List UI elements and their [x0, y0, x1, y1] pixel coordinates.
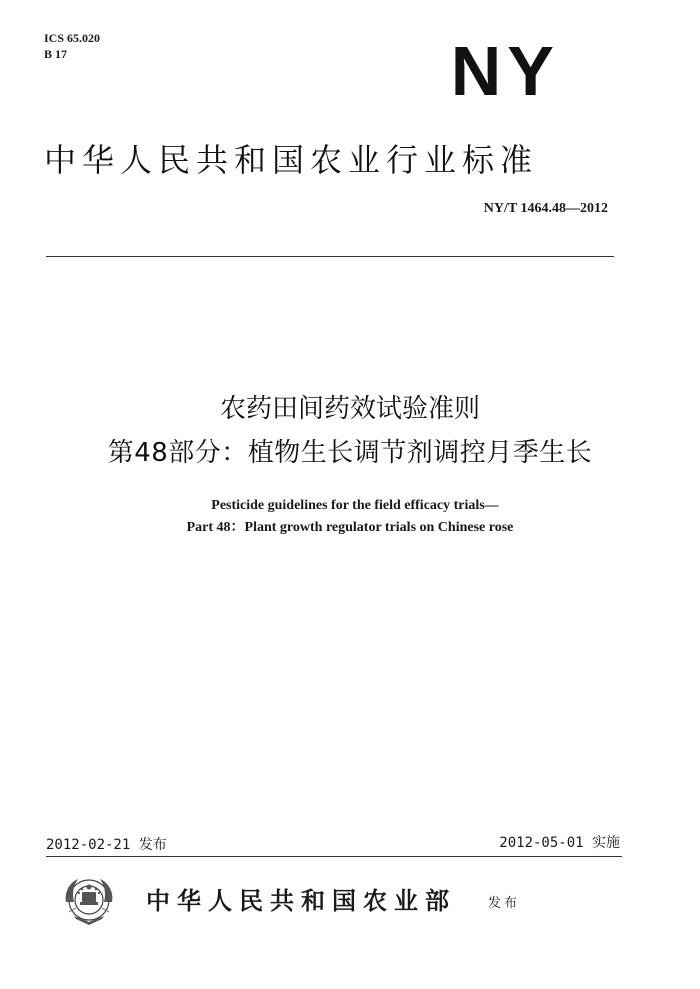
- title-en-line2: Part 48：Plant growth regulator trials on Chinese rose: [186, 520, 514, 535]
- issuing-ministry: 中华人民共和国农业部: [146, 886, 456, 915]
- standard-name: 中华人民共和国农业行业标准: [44, 141, 539, 179]
- ccs-code: B 17: [44, 47, 68, 61]
- title-cn-line2: 第48部分：植物生长调节剂调控月季生长: [107, 438, 593, 468]
- publish-label: 发布: [488, 896, 521, 911]
- title-en-line1: Pesticide guidelines for the field efficacy trials—: [211, 498, 499, 513]
- bottom-divider: [46, 856, 622, 857]
- implementation-date: 2012-05-01 实施: [499, 835, 620, 851]
- national-emblem-icon: [60, 872, 118, 928]
- title-cn-line1: 农药田间药效试验准则: [219, 394, 480, 424]
- ics-code: ICS 65.020: [44, 31, 101, 45]
- top-divider: [46, 256, 614, 257]
- classification-codes: [44, 30, 100, 62]
- standard-code: NY/T 1464.48—2012: [483, 201, 608, 216]
- ny-logo: NY: [450, 32, 560, 110]
- issue-date: 2012-02-21 发布: [46, 837, 167, 853]
